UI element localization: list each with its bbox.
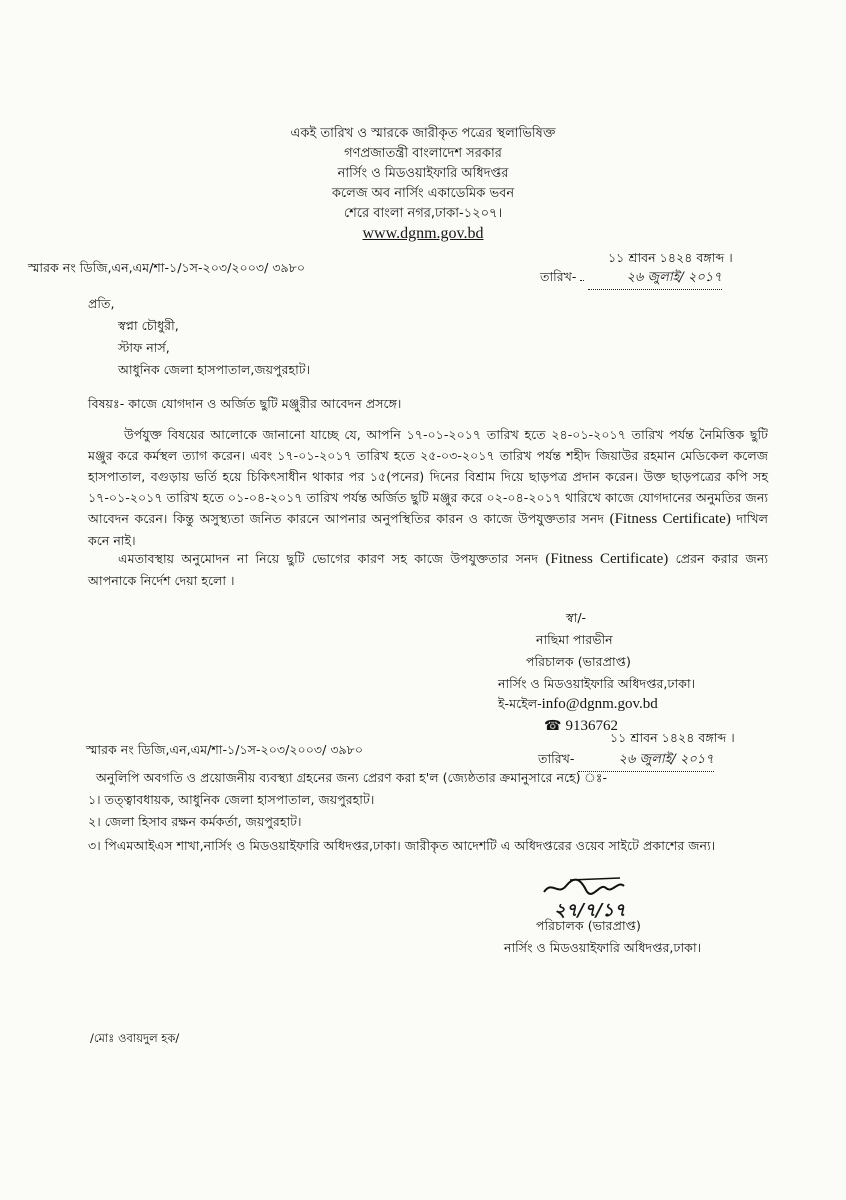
department-name: নার্সিং ও মিডওয়াইফারি অধিদপ্তর bbox=[337, 166, 509, 181]
office-address: শেরে বাংলা নগর,ঢাকা-১২০৭। bbox=[343, 206, 503, 221]
fitness-certificate-term-2: (Fitness Certificate) bbox=[545, 551, 669, 567]
body-paragraph-1 bbox=[88, 424, 768, 551]
date-label: তারিখ- bbox=[540, 269, 577, 284]
final-signatory-office: নার্সিং ও মিডওয়াইফারি অধিদপ্তর,ঢাকা। bbox=[504, 940, 702, 955]
signatory-email-line bbox=[498, 696, 658, 716]
copy-item-3: ৩। পিএমআইএস শাখা,নার্সিং ও মিডওয়াইফারি অধিদপ্তর,ঢাকা। জারীকৃত আদেশটি এ অধিদপ্তরের ওয়েব সাইটে প্রকাশের জন্য। bbox=[88, 838, 716, 853]
recipient-office: আধুনিক জেলা হাসপাতাল,জয়পুরহাট। bbox=[118, 362, 311, 377]
para1-end: দাখিল কনে নাই। bbox=[88, 511, 769, 548]
signatory-office: নার্সিং ও মিডওয়াইফারি অধিদপ্তর,ঢাকা। bbox=[498, 676, 696, 691]
copy-date bbox=[538, 750, 714, 772]
final-signatory-title: পরিচালক (ভারপ্রাপ্ত) bbox=[536, 918, 641, 933]
fitness-certificate-term: (Fitness Certificate) bbox=[609, 511, 731, 527]
recipient-name: স্বপ্না চৌধুরী, bbox=[118, 318, 179, 333]
typist-initials: /মোঃ ওবায়দুল হক/ bbox=[90, 1031, 180, 1045]
memo-date bbox=[540, 268, 722, 290]
top-note: একই তারিখ ও স্মারকে জারীকৃত পত্রের স্থলাভিষিক্ত bbox=[290, 126, 556, 141]
email-address[interactable]: info@dgnm.gov.bd bbox=[541, 696, 658, 712]
telephone-icon: ☎ bbox=[544, 718, 562, 734]
recipient-designation: স্টাফ নার্স, bbox=[118, 340, 170, 355]
signatory-phone-line bbox=[544, 718, 618, 735]
copy-date-label: তারিখ- bbox=[538, 751, 575, 766]
para1-text: উর্পযুক্ত বিষয়ের আলোকে জানানো যাচ্ছে যে, আপনি ১৭-০১-২০১৭ তারিখ হতে ২৪-০১-২০১৭ তারিখ পর্যন্ত নৈমিত্তিক ছুটি মঞ্জুর করে কর্মস্থল ত্যাগ করেন। এবং ১৭-০১-২০১৭ তারিখ হতে ২৫-০৩-২০১৭ তারিখ পর্যন্ত শহীদ জিয়াউর রহমান মেডিকেল কলেজ হাসপাতাল, বগুড়ায় ভর্তি হয়ে চিকিৎসাধীন থাকার পর ১৫(পনের) দিনের বিশ্রাম দিয়ে ছাড়পত্র প্রদান করেন। উক্ত ছাড়পত্রের কপি সহ ১৭-০১-২০১৭ তারিখ হতে ০১-০৪-২০১৭ তারিখ পর্যন্ত অর্জিত ছুটি মঞ্জুর করে ০২-০৪-২০১৭ থারিখে কাজে যোগদানের অনুমতির জন্য আবেদন করেন। কিন্তু অসুস্থ্যতা জনিত কারনে আপনার অনুপস্থিতির কারন ও কাজে উপযুক্ততার সনদ bbox=[88, 427, 768, 526]
signed-mark: স্বা/- bbox=[566, 610, 587, 625]
phone-number: 9136762 bbox=[565, 718, 618, 734]
signatory-title: পরিচালক (ভারপ্রাপ্ত) bbox=[526, 654, 631, 669]
para2-text: এমতাবস্থায় অনুমোদন না নিয়ে ছুটি ভোগের কারণ সহ কাজে উপযুক্ততার সনদ bbox=[118, 551, 539, 566]
subject-line: বিষয়ঃ- কাজে যোগদান ও অর্জিত ছুটি মঞ্জুরীর আবেদন প্রসঙ্গে। bbox=[88, 396, 402, 411]
copy-date-bangla: ১১ শ্রাবন ১৪২৪ বঙ্গাব্দ । bbox=[610, 730, 735, 745]
government-name: গণপ্রজাতন্ত্রী বাংলাদেশ সরকার bbox=[344, 146, 502, 161]
signatory-name: নাছিমা পারভীন bbox=[536, 632, 613, 647]
copy-item-2: ২। জেলা হিসাব রক্ষন কর্মকর্তা, জয়পুরহাট। bbox=[88, 814, 302, 829]
email-label: ই-মইেল- bbox=[498, 696, 542, 711]
memo-ref: স্মারক নং ডিজি,এন,এম/শা-১/১স-২০৩/২০০৩/ ৩৯৮০ bbox=[28, 260, 306, 275]
body-paragraph-2 bbox=[88, 548, 768, 591]
building-name: কলেজ অব নার্সিং একাডেমিক ভবন bbox=[331, 186, 515, 201]
to-label: প্রতি, bbox=[88, 296, 115, 311]
memo-date-bangla: ১১ শ্রাবন ১৪২৪ বঙ্গাব্দ । bbox=[608, 250, 733, 265]
para2-end: প্রেরন করার জন্য আপনাকে নির্দেশ দেয়া হলো । bbox=[88, 551, 768, 588]
website-link[interactable]: www.dgnm.gov.bd bbox=[362, 225, 484, 242]
copy-intro: অনুলিপি অবগতি ও প্রয়োজনীয় ব্যবস্থ্যা গ্রহনের জন্য প্রেরণ করা হ'ল (জ্যেষ্ঠতার ক্রমানুসারে নহে) ঃ- bbox=[96, 770, 608, 785]
copy-item-1: ১। তত্ত্বাবধায়ক, আধুনিক জেলা হাসপাতাল, জয়পুরহাট। bbox=[88, 792, 375, 807]
memo-date-english: ২৬ জুলাই/ ২০১৭ bbox=[588, 268, 721, 290]
copy-date-english: ২৬ জুলাই/ ২০১৭ bbox=[578, 750, 713, 772]
handwritten-date: ২৭/৭/১৭ bbox=[554, 900, 626, 921]
copy-ref: স্মারক নং ডিজি,এন,এম/শা-১/১স-২০৩/২০০৩/ ৩৯৮০ bbox=[86, 742, 364, 757]
